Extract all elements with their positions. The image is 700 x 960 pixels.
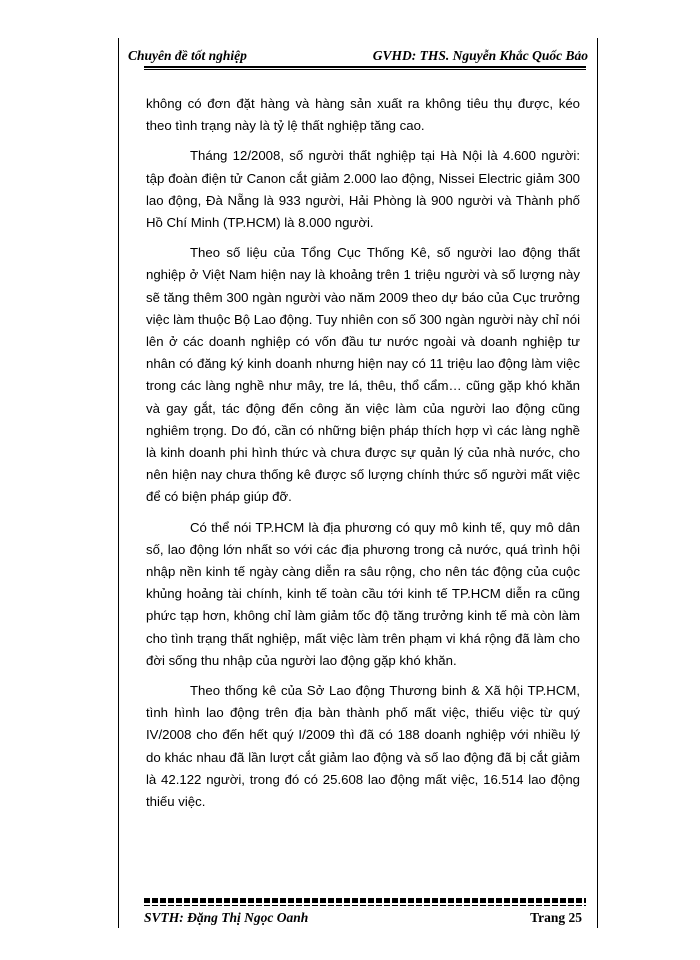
paragraph-hcmc-impact: Có thể nói TP.HCM là địa phương có quy mô kinh tế, quy mô dân số, lao động lớn nhất so với các địa phương trong cả nước, quá trình hội nhập nền kinh tế ngày càng diễn ra sâu rộng, cho nên tác động của cuộc khủng hoảng tài chính, kinh tế toàn cầu tới kinh tế TP.HCM diễn ra cũng phức tạp hơn, không chỉ làm giảm tốc độ tăng trưởng kinh tế mà còn làm cho tình trạng thất nghiệp, mất việc làm trên phạm vi khá rộng đã làm cho đời sống thu nhập của người lao động gặp khó khăn. bbox=[146, 519, 580, 668]
page-number: Trang 25 bbox=[530, 910, 582, 925]
header-advisor: GVHD: THS. Nguyễn Khắc Quốc Bảo bbox=[372, 48, 588, 63]
footer-rule bbox=[144, 898, 586, 903]
page-header bbox=[124, 44, 592, 66]
document-body bbox=[146, 93, 580, 821]
paragraph-statistics-office: Theo số liệu của Tổng Cục Thống Kê, số người lao động thất nghiệp ở Việt Nam hiện nay là khoảng trên 1 triệu người và số lượng này sẽ tăng thêm 300 ngàn người vào năm 2009 theo dự báo của Cục trưởng việc làm thuộc Bộ Lao động. Tuy nhiên con số 300 ngàn người này chỉ nói lên ở các doanh nghiệp có vốn đầu tư nước ngoài và doanh nghiệp tư nhân có đăng ký kinh doanh nhưng hiện nay có 11 triệu lao động làm việc trong các làng nghề như mây, tre lá, thêu, thổ cẩm… cũng gặp khó khăn và gay gắt, tác động đến công ăn việc làm của người lao động cũng nghiêm trọng. Do đó, cần có những biện pháp thích hợp vì các làng nghề là kinh doanh phi hình thức và chưa được sự quản lý của nhà nước, cho nên hiện nay chưa thống kê được số lượng chính thức số người mất việc để có biện pháp giúp đỡ. bbox=[146, 245, 580, 505]
header-document-type: Chuyên đề tốt nghiệp bbox=[128, 48, 247, 63]
header-rule bbox=[144, 66, 586, 70]
paragraph-labor-department: Theo thống kê của Sở Lao động Thương binh & Xã hội TP.HCM, tình hình lao động trên địa bàn thành phố mất việc, thiếu việc từ quý IV/2008 cho đến hết quý I/2009 thì đã có 188 doanh nghiệp với nhiều lý do khác nhau đã lần lượt cắt giảm lao động và số lao động đã bị cắt giảm là 42.122 người, trong đó có 25.608 lao động mất việc, 16.514 lao động thiếu việc. bbox=[146, 683, 580, 810]
paragraph-unemployment-december: Tháng 12/2008, số người thất nghiệp tại Hà Nội là 4.600 người: tập đoàn điện tử Canon cắt giảm 2.000 lao động, Nissei Electric giảm 300 lao động, Đà Nẵng là 933 người, Hải Phòng là 900 người và Thành phố Hồ Chí Minh (TP.HCM) là 8.000 người. bbox=[146, 148, 580, 231]
footer-student: SVTH: Đặng Thị Ngọc Oanh bbox=[144, 910, 309, 925]
paragraph-continuation: không có đơn đặt hàng và hàng sản xuất ra không tiêu thụ được, kéo theo tình trạng này là tỷ lệ thất nghiệp tăng cao. bbox=[146, 96, 580, 134]
page-footer bbox=[124, 908, 592, 928]
